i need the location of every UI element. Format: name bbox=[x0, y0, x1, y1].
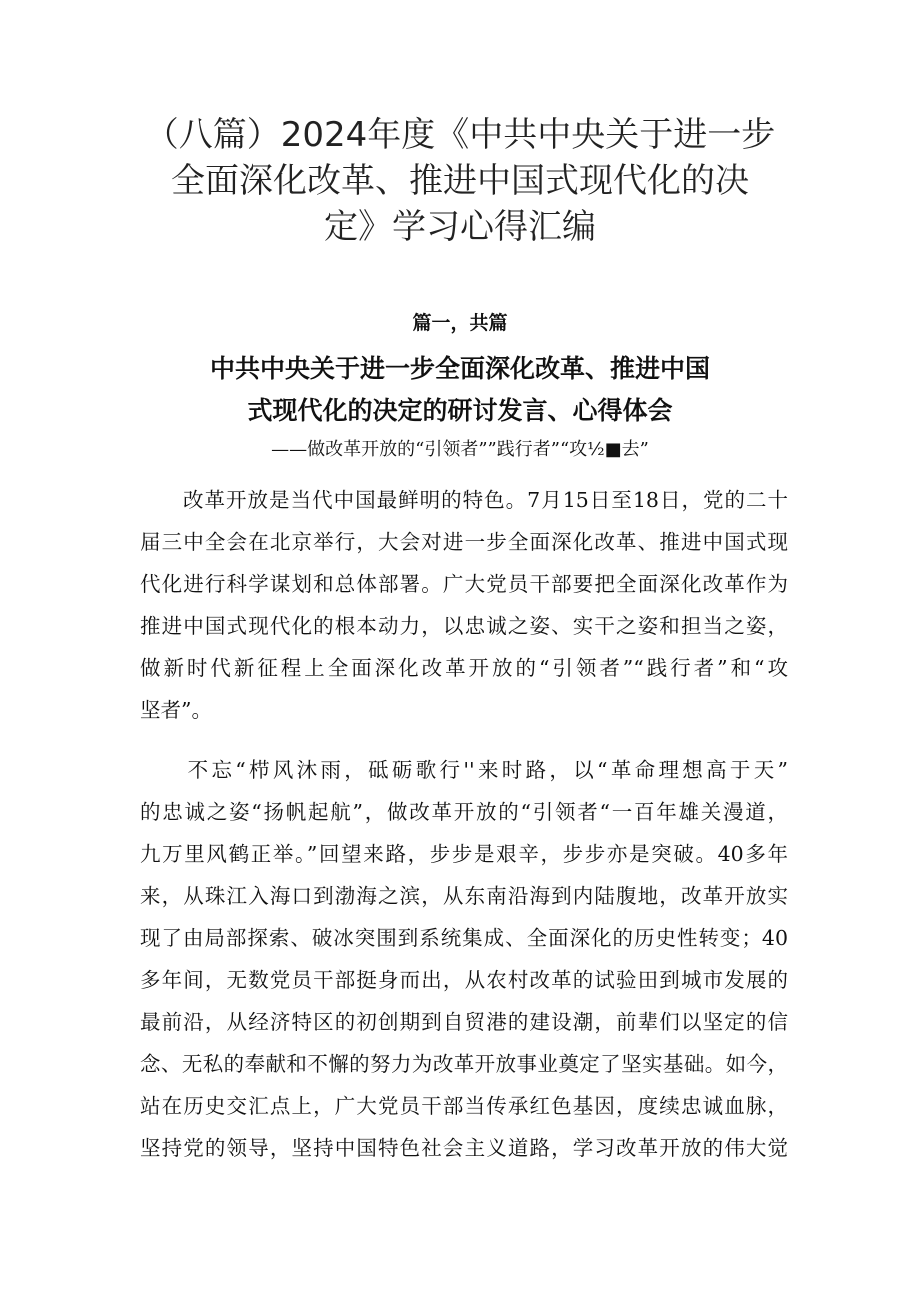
paragraph-line: 坚者”。 bbox=[140, 698, 212, 722]
main-title-line: 全面深化改革、推进中国式现代化的决 bbox=[171, 161, 749, 201]
paragraph-line: 站在历史交汇点上，广大党员干部当传承红色基因，度续忠诚血脉， bbox=[140, 1094, 788, 1118]
main-title bbox=[130, 112, 790, 250]
paragraph-line: 代化进行科学谋划和总体部署。广大党员干部要把全面深化改革作为 bbox=[140, 572, 788, 596]
paragraph-line: 最前沿，从经济特区的初创期到自贸港的建设潮，前辈们以坚定的信 bbox=[140, 1010, 788, 1034]
sub-title-line: 中共中央关于进一步全面深化改革、推进中国 bbox=[209, 354, 710, 383]
paragraph-line: 改革开放是当代中国最鲜明的特色。7月15日至18日，党的二十 bbox=[140, 488, 788, 512]
paragraph-line: 推进中国式现代化的根本动力，以忠诚之姿、实干之姿和担当之姿， bbox=[140, 614, 788, 638]
paragraph-line: 多年间，无数党员干部挺身而出，从农村改革的试验田到城市发展的 bbox=[140, 968, 788, 992]
body-text bbox=[140, 479, 788, 1187]
paragraph bbox=[140, 479, 788, 731]
sub-title-line: 式现代化的决定的研讨发言、心得体会 bbox=[247, 396, 673, 425]
paragraph-line: 不忘“栉风沐雨，砥砺歌行''来时路，以“革命理想高于天” bbox=[140, 758, 788, 782]
paragraph-line: 坚持党的领导，坚持中国特色社会主义道路，学习改革开放的伟大觉 bbox=[140, 1136, 788, 1160]
paragraph-line: 做新时代新征程上全面深化改革开放的“引领者”“践行者”和“攻 bbox=[140, 656, 788, 680]
paragraph-line: 念、无私的奉献和不懈的努力为改革开放事业奠定了坚实基础。如今， bbox=[140, 1052, 788, 1076]
section-label: 篇一，共篇 bbox=[412, 312, 508, 334]
paragraph-line: 九万里风鹤正举。”回望来路，步步是艰辛，步步亦是突破。40多年 bbox=[140, 842, 788, 866]
main-title-line: 定》学习心得汇编 bbox=[324, 207, 596, 247]
paragraph-line: 的忠诚之姿“扬帆起航”，做改革开放的“引领者“一百年雄关漫道， bbox=[140, 800, 788, 824]
paragraph bbox=[140, 749, 788, 1169]
paragraph-line: 来，从珠江入海口到渤海之滨，从东南沿海到内陆腹地，改革开放实 bbox=[140, 884, 788, 908]
main-title-line: （八篇）2024年度《中共中央关于进一步 bbox=[144, 115, 776, 155]
paragraph-line: 现了由局部探索、破冰突围到系统集成、全面深化的历史性转变；40 bbox=[140, 926, 788, 950]
subtitle-note: ——做改革开放的“引领者””践行者”“攻½■去” bbox=[271, 439, 649, 460]
sub-title bbox=[120, 348, 800, 432]
paragraph-line: 届三中全会在北京举行，大会对进一步全面深化改革、推进中国式现 bbox=[140, 530, 788, 554]
